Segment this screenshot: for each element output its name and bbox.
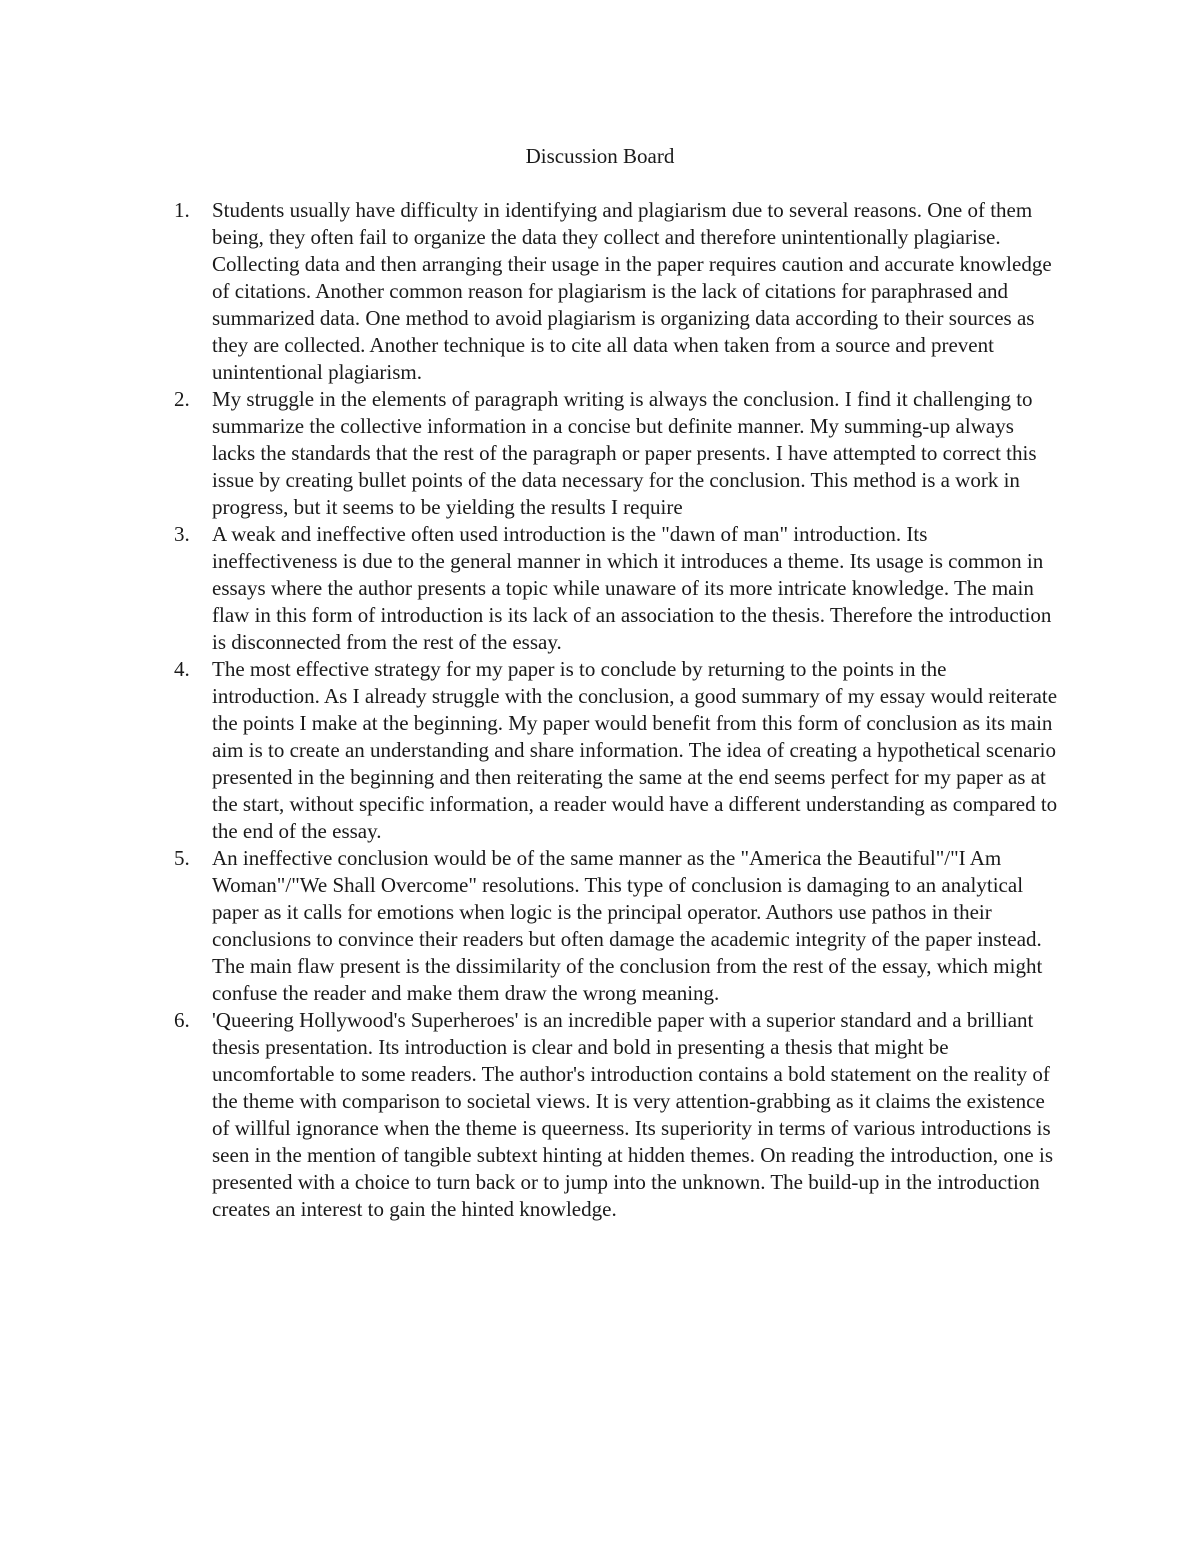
list-item-number: 4. [174, 657, 190, 681]
list-item-number: 6. [174, 1008, 190, 1032]
list-item [0, 1007, 1058, 1223]
list-item [0, 197, 1058, 386]
list-item-text: The most effective strategy for my paper is to conclude by returning to the points in the introduction. As I already struggle with the conclusion, a good summary of my essay would reiterate the points I make at the beginning. My paper would benefit from this form of conclusion as its main aim is to create an understanding and share information. The idea of creating a hypothetical scenario presented in the beginning and then reiterating the same at the end seems perfect for my paper as at the start, without specific information, a reader would have a different understanding as compared to the end of the essay. [212, 657, 1058, 843]
list-item [0, 386, 1058, 521]
list-item-text: My struggle in the elements of paragraph writing is always the conclusion. I find it challenging to summarize the collective information in a concise but definite manner. My summing-up always lacks the standards that the rest of the paragraph or paper presents. I have attempted to correct this issue by creating bullet points of the data necessary for the conclusion. This method is a work in progress, but it seems to be yielding the results I require [212, 387, 1037, 519]
list-item-number: 3. [174, 522, 190, 546]
list-item-number: 1. [174, 198, 190, 222]
list-item-text: A weak and ineffective often used introduction is the "dawn of man" introduction. Its ineffectiveness is due to the general manner in which it introduces a theme. Its usage is common in essays where the author presents a topic while unaware of its more intricate knowledge. The main flaw in this form of introduction is its lack of an association to the thesis. Therefore the introduction is disconnected from the rest of the essay. [212, 522, 1052, 654]
list-item-number: 5. [174, 846, 190, 870]
list-item [0, 656, 1058, 845]
list-item-text: Students usually have difficulty in identifying and plagiarism due to several reasons. One of them being, they often fail to organize the data they collect and therefore unintentionally plagiarise. Collecting data and then arranging their usage in the paper requires caution and accurate knowledge of citations. Another common reason for plagiarism is the lack of citations for paraphrased and summarized data. One method to avoid plagiarism is organizing data according to their sources as they are collected. Another technique is to cite all data when taken from a source and prevent unintentional plagiarism. [212, 198, 1052, 384]
list-item [0, 521, 1058, 656]
list-item-number: 2. [174, 387, 190, 411]
document-title: Discussion Board [525, 144, 675, 168]
numbered-list [0, 197, 1200, 1223]
list-item-text: An ineffective conclusion would be of the same manner as the "America the Beautiful"/"I Am Woman"/"We Shall Overcome" resolutions. This type of conclusion is damaging to an analytical paper as it calls for emotions when logic is the principal operator. Authors use pathos in their conclusions to convince their readers but often damage the academic integrity of the paper instead. The main flaw present is the dissimilarity of the conclusion from the rest of the essay, which might confuse the reader and make them draw the wrong meaning. [212, 846, 1043, 1005]
list-item-text: 'Queering Hollywood's Superheroes' is an incredible paper with a superior standard and a brilliant thesis presentation. Its introduction is clear and bold in presenting a thesis that might be uncomfortable to some readers. The author's introduction contains a bold statement on the reality of the theme with comparison to societal views. It is very attention-grabbing as it claims the existence of willful ignorance when the theme is queerness. Its superiority in terms of various introductions is seen in the mention of tangible subtext hinting at hidden themes. On reading the introduction, one is presented with a choice to turn back or to jump into the unknown. The build-up in the introduction creates an interest to gain the hinted knowledge. [212, 1008, 1053, 1221]
list-item [0, 845, 1058, 1007]
